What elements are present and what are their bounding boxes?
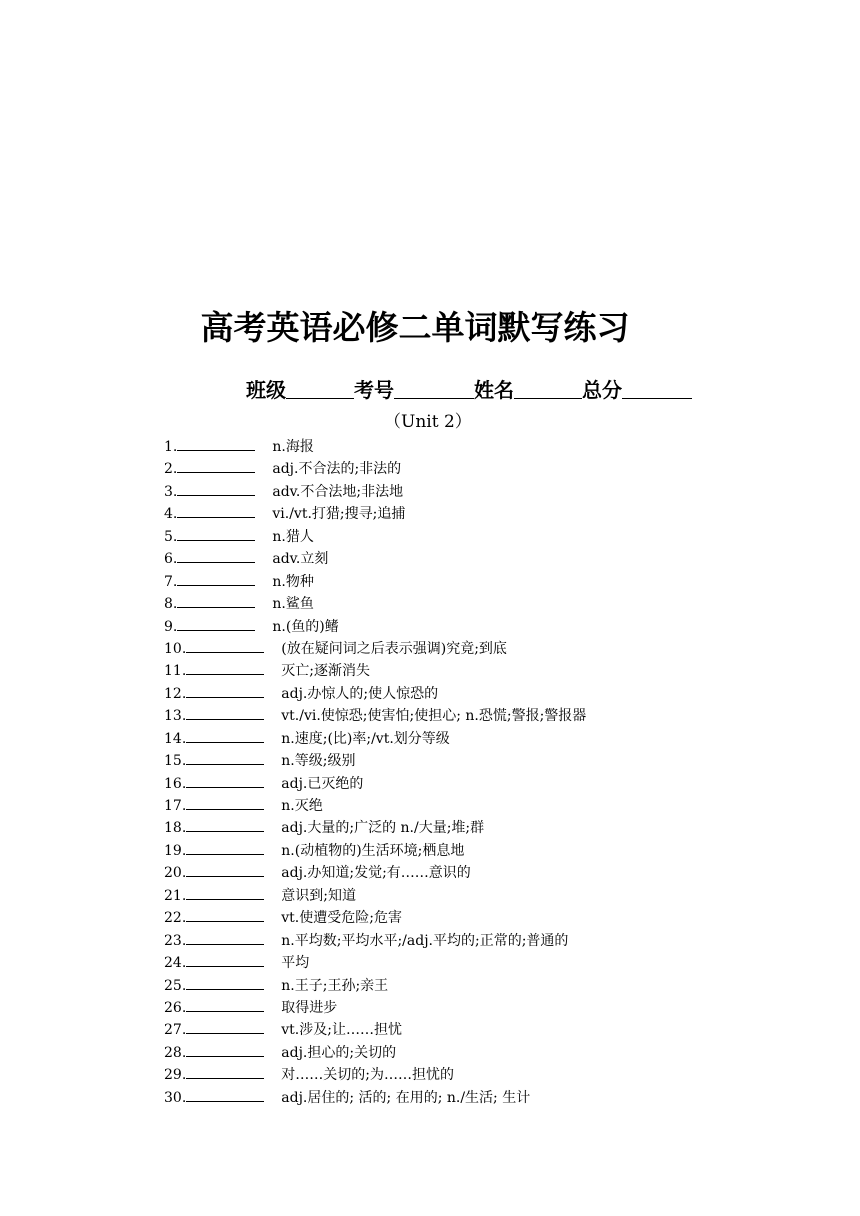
answer-blank[interactable] bbox=[186, 817, 264, 832]
list-item bbox=[164, 503, 586, 525]
item-definition: adv.立刻 bbox=[272, 551, 329, 568]
item-definition: n.王子;王孙;亲王 bbox=[281, 977, 389, 994]
item-number: 18. bbox=[164, 820, 187, 837]
list-item bbox=[164, 683, 586, 705]
item-definition: n.海报 bbox=[272, 439, 314, 455]
name-blank[interactable] bbox=[514, 378, 582, 399]
list-item bbox=[164, 885, 586, 907]
answer-blank[interactable] bbox=[186, 997, 264, 1012]
item-number: 12. bbox=[164, 685, 187, 702]
item-number: 24. bbox=[164, 955, 187, 972]
list-item bbox=[164, 952, 586, 974]
item-number: 20. bbox=[164, 865, 187, 882]
item-number: 10. bbox=[164, 640, 187, 657]
item-definition: adj.办知道;发觉;有……意识的 bbox=[281, 865, 471, 882]
list-item bbox=[164, 1042, 586, 1064]
exam-number-blank[interactable] bbox=[394, 378, 474, 399]
answer-blank[interactable] bbox=[177, 593, 255, 608]
answer-blank[interactable] bbox=[186, 660, 264, 675]
answer-blank[interactable] bbox=[186, 638, 264, 653]
item-number: 23. bbox=[164, 932, 187, 949]
item-definition: vt./vi.使惊恐;使害怕;使担心; n.恐慌;警报;警报器 bbox=[281, 708, 587, 725]
list-item bbox=[164, 750, 586, 772]
class-label: 班级 bbox=[246, 378, 286, 402]
item-definition: 平均 bbox=[281, 955, 310, 972]
page-title bbox=[0, 306, 860, 350]
item-definition: 灭亡;逐渐消失 bbox=[281, 663, 370, 680]
item-definition: adv.不合法地;非法地 bbox=[272, 483, 404, 500]
list-item bbox=[164, 705, 586, 727]
item-definition: adj.居住的; 活的; 在用的; n./生活; 生计 bbox=[281, 1089, 531, 1106]
item-number: 28. bbox=[164, 1044, 187, 1061]
item-number: 16. bbox=[164, 775, 187, 792]
item-definition: vt.使遭受危险;危害 bbox=[281, 910, 402, 927]
item-definition: adj.已灭绝的 bbox=[281, 775, 364, 792]
item-definition: adj.不合法的;非法的 bbox=[272, 461, 402, 478]
answer-blank[interactable] bbox=[186, 795, 264, 810]
score-label: 总分 bbox=[582, 378, 622, 402]
item-number: 15. bbox=[164, 753, 187, 770]
answer-blank[interactable] bbox=[186, 862, 264, 877]
item-definition: vt.涉及;让……担忧 bbox=[281, 1022, 402, 1039]
answer-blank[interactable] bbox=[186, 728, 264, 743]
page-title-text: 高考英语必修二单词默写练习 bbox=[200, 308, 630, 347]
answer-blank[interactable] bbox=[186, 885, 264, 900]
answer-blank[interactable] bbox=[177, 548, 255, 563]
item-number: 4. bbox=[164, 506, 178, 523]
unit-heading: （Unit 2） bbox=[384, 412, 472, 432]
answer-blank[interactable] bbox=[186, 1064, 264, 1079]
item-number: 25. bbox=[164, 977, 187, 994]
answer-blank[interactable] bbox=[186, 840, 264, 855]
item-number: 9. bbox=[164, 618, 178, 635]
item-number: 14. bbox=[164, 730, 187, 747]
item-definition: adj.办惊人的;使人惊恐的 bbox=[281, 685, 439, 702]
list-item bbox=[164, 1087, 586, 1109]
answer-blank[interactable] bbox=[186, 750, 264, 765]
list-item bbox=[164, 773, 586, 795]
item-definition: n.物种 bbox=[272, 573, 314, 590]
item-number: 6. bbox=[164, 551, 178, 568]
name-label: 姓名 bbox=[474, 378, 514, 402]
list-item bbox=[164, 930, 586, 952]
list-item bbox=[164, 997, 586, 1019]
list-item bbox=[164, 436, 586, 458]
item-definition: adj.大量的;广泛的 n./大量;堆;群 bbox=[281, 820, 485, 837]
item-number: 13. bbox=[164, 708, 187, 725]
list-item bbox=[164, 593, 586, 615]
item-number: 29. bbox=[164, 1067, 187, 1084]
item-number: 26. bbox=[164, 999, 187, 1016]
answer-blank[interactable] bbox=[186, 930, 264, 945]
item-definition: 意识到;知道 bbox=[281, 887, 356, 904]
item-number: 27. bbox=[164, 1022, 187, 1039]
item-number: 11. bbox=[164, 663, 187, 680]
item-number: 5. bbox=[164, 528, 178, 545]
list-item bbox=[164, 616, 586, 638]
answer-blank[interactable] bbox=[186, 1042, 264, 1057]
item-definition: n.平均数;平均水平;/adj.平均的;正常的;普通的 bbox=[281, 932, 569, 949]
item-definition: 对……关切的;为……担忧的 bbox=[281, 1067, 454, 1084]
score-blank[interactable] bbox=[622, 378, 692, 399]
item-definition: n.等级;级别 bbox=[281, 753, 356, 770]
list-item bbox=[164, 728, 586, 750]
list-item bbox=[164, 526, 586, 548]
list-item bbox=[164, 1019, 586, 1041]
answer-blank[interactable] bbox=[186, 975, 264, 990]
list-item bbox=[164, 975, 586, 997]
list-item bbox=[164, 481, 586, 503]
item-number: 8. bbox=[164, 596, 178, 613]
answer-blank[interactable] bbox=[177, 526, 255, 541]
item-number: 21. bbox=[164, 887, 187, 904]
answer-blank[interactable] bbox=[177, 481, 255, 496]
answer-blank[interactable] bbox=[177, 503, 255, 518]
answer-blank[interactable] bbox=[186, 683, 264, 698]
class-blank[interactable] bbox=[286, 378, 354, 399]
item-number: 3. bbox=[164, 483, 178, 500]
item-definition: vi./vt.打猎;搜寻;追捕 bbox=[272, 506, 406, 523]
item-number: 17. bbox=[164, 798, 187, 814]
list-item bbox=[164, 458, 586, 480]
vocab-list bbox=[164, 436, 586, 1109]
list-item bbox=[164, 1064, 586, 1086]
item-number: 19. bbox=[164, 842, 187, 859]
answer-blank[interactable] bbox=[186, 1087, 264, 1102]
list-item bbox=[164, 907, 586, 929]
student-info-line bbox=[246, 376, 692, 404]
item-definition: n.鲨鱼 bbox=[272, 596, 314, 613]
list-item bbox=[164, 571, 586, 593]
list-item bbox=[164, 795, 586, 817]
item-number: 7. bbox=[164, 573, 178, 590]
list-item bbox=[164, 840, 586, 862]
item-number: 2. bbox=[164, 461, 178, 478]
answer-blank[interactable] bbox=[177, 571, 255, 586]
answer-blank[interactable] bbox=[186, 907, 264, 922]
list-item bbox=[164, 548, 586, 570]
answer-blank[interactable] bbox=[186, 705, 264, 720]
list-item bbox=[164, 817, 586, 839]
answer-blank[interactable] bbox=[177, 616, 255, 631]
answer-blank[interactable] bbox=[177, 436, 255, 451]
answer-blank[interactable] bbox=[186, 773, 264, 788]
exam-number-label: 考号 bbox=[354, 378, 394, 402]
list-item bbox=[164, 862, 586, 884]
answer-blank[interactable] bbox=[186, 1019, 264, 1034]
item-definition: n.(鱼的)鳍 bbox=[272, 618, 339, 635]
item-definition: 取得进步 bbox=[281, 999, 338, 1016]
item-number: 1. bbox=[164, 439, 178, 455]
item-number: 30. bbox=[164, 1089, 187, 1106]
list-item bbox=[164, 660, 586, 682]
item-definition: n.灭绝 bbox=[281, 798, 323, 814]
answer-blank[interactable] bbox=[177, 458, 255, 473]
item-definition: n.速度;(比)率;/vt.划分等级 bbox=[281, 730, 450, 747]
list-item bbox=[164, 638, 586, 660]
item-definition: n.(动植物的)生活环境;栖息地 bbox=[281, 842, 465, 859]
item-definition: (放在疑问词之后表示强调)究竟;到底 bbox=[281, 640, 507, 657]
item-number: 22. bbox=[164, 910, 187, 927]
item-definition: adj.担心的;关切的 bbox=[281, 1044, 397, 1061]
item-definition: n.猎人 bbox=[272, 528, 314, 545]
answer-blank[interactable] bbox=[186, 952, 264, 967]
